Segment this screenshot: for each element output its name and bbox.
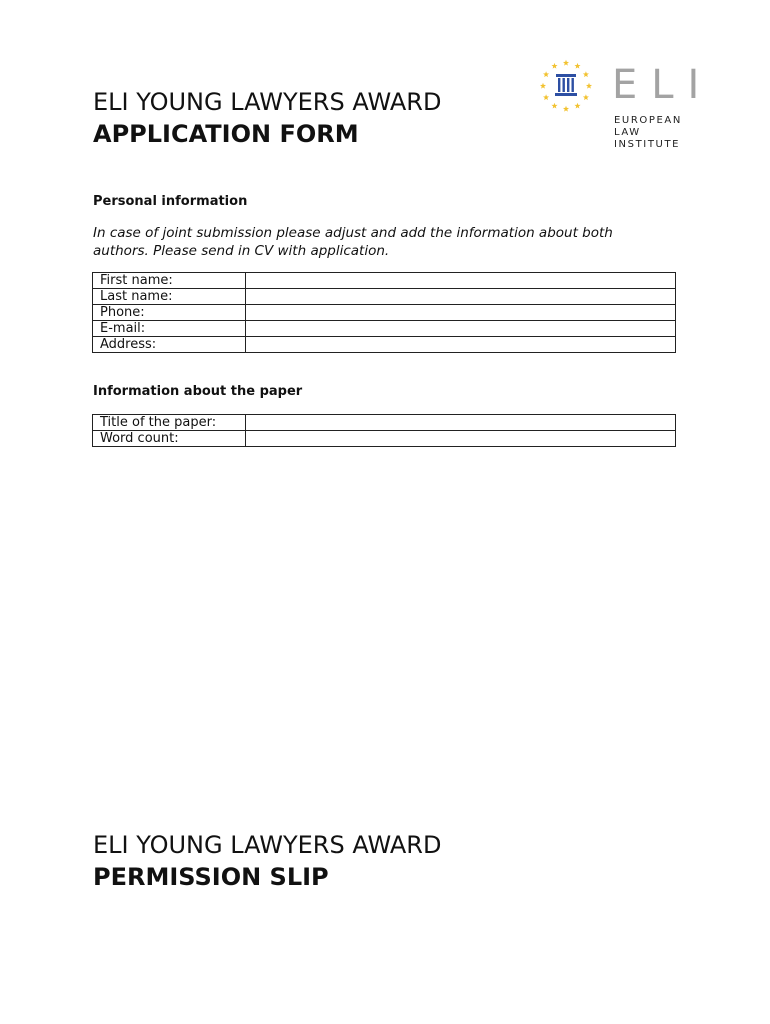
phone-field[interactable]	[246, 305, 676, 321]
first-name-label: First name:	[93, 273, 246, 289]
paper-title-label: Title of the paper:	[93, 415, 246, 431]
star-icon	[543, 94, 549, 100]
logo-acronym: ELI	[612, 62, 714, 108]
eu-stars-icon	[540, 60, 592, 112]
intro-line-2: authors. Please send in CV with application.	[93, 243, 390, 259]
form-title: APPLICATION FORM	[93, 120, 359, 148]
table-row	[93, 415, 676, 431]
address-field[interactable]	[246, 337, 676, 353]
table-row	[93, 321, 676, 337]
email-field[interactable]	[246, 321, 676, 337]
star-icon	[551, 63, 557, 69]
star-icon	[543, 71, 549, 77]
personal-info-heading: Personal information	[93, 194, 248, 209]
star-icon	[563, 106, 569, 112]
table-row	[93, 431, 676, 447]
permission-award-title: ELI YOUNG LAWYERS AWARD	[93, 831, 442, 859]
personal-info-table	[92, 272, 676, 353]
star-icon	[583, 71, 589, 77]
star-icon	[586, 83, 592, 89]
table-row	[93, 273, 676, 289]
word-count-label: Word count:	[93, 431, 246, 447]
star-icon	[563, 60, 569, 66]
phone-label: Phone:	[93, 305, 246, 321]
logo-line-institute: INSTITUTE	[614, 139, 681, 150]
last-name-field[interactable]	[246, 289, 676, 305]
table-row	[93, 337, 676, 353]
paper-info-table	[92, 414, 676, 447]
star-icon	[540, 83, 546, 89]
star-icon	[583, 94, 589, 100]
email-label: E-mail:	[93, 321, 246, 337]
paper-title-field[interactable]	[246, 415, 676, 431]
first-name-field[interactable]	[246, 273, 676, 289]
table-row	[93, 289, 676, 305]
award-title: ELI YOUNG LAWYERS AWARD	[93, 88, 442, 116]
building-icon	[555, 74, 577, 96]
logo-line-european: EUROPEAN	[614, 115, 682, 126]
word-count-field[interactable]	[246, 431, 676, 447]
permission-slip-title: PERMISSION SLIP	[93, 863, 329, 891]
logo-line-law: LAW	[614, 127, 641, 138]
intro-line-1: In case of joint submission please adjust and add the information about both	[93, 225, 613, 241]
joint-submission-note	[93, 224, 653, 260]
address-label: Address:	[93, 337, 246, 353]
paper-info-heading: Information about the paper	[93, 384, 303, 399]
last-name-label: Last name:	[93, 289, 246, 305]
star-icon	[551, 103, 557, 109]
table-row	[93, 305, 676, 321]
star-icon	[574, 63, 580, 69]
star-icon	[574, 103, 580, 109]
